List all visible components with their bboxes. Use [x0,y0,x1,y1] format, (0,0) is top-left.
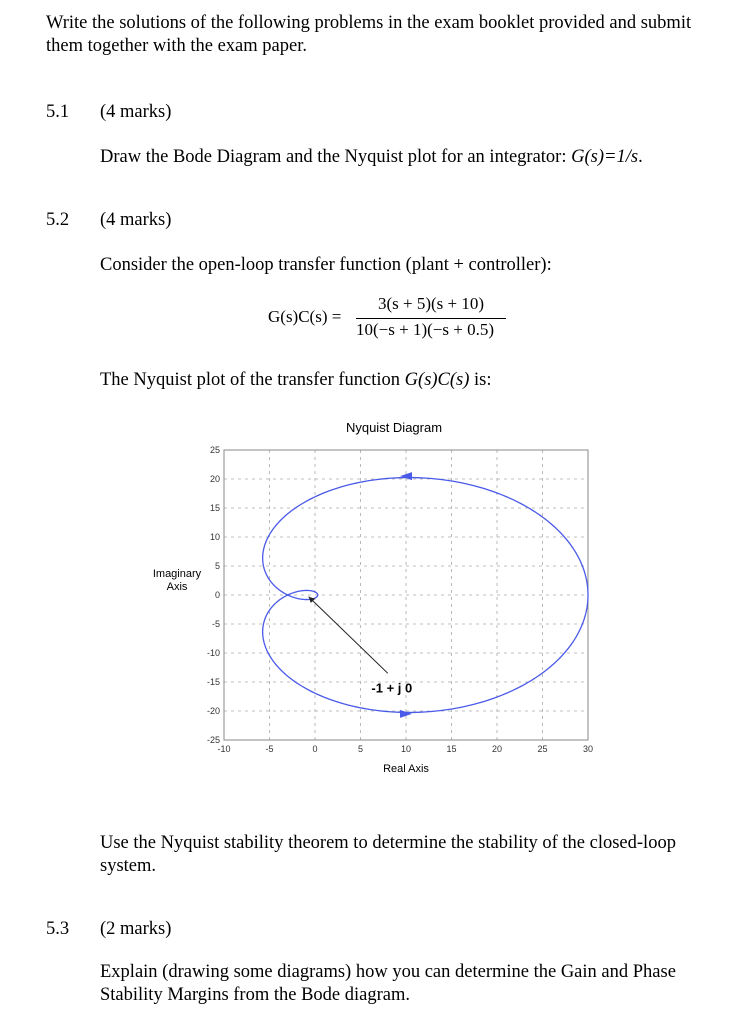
question-text-5-3: Explain (drawing some diagrams) how you can determine the Gain and Phase Stability Margins from the Bode diagram. [100,962,676,1005]
formula-denominator: 10(−s + 1)(−s + 0.5) [356,320,494,339]
y-axis-label-line-1: Imaginary [152,568,202,580]
x-tick-label: -10 [217,744,231,754]
y-tick-label: 25 [209,445,220,455]
y-tick-label: -10 [206,648,220,658]
q1-formula: G(s)=1/s [571,147,639,167]
y-tick-label: -20 [206,706,220,716]
plot-intro-suffix: is: [469,370,492,390]
fraction-bar [356,318,506,319]
y-tick-label: 20 [209,474,220,484]
plot-intro-prefix: The Nyquist plot of the transfer function [100,370,405,390]
x-tick-label: 15 [446,744,457,754]
x-tick-label: 5 [357,744,364,754]
y-tick-label: 5 [214,561,220,571]
plot-intro [100,369,492,392]
q1-text-prefix: Draw the Bode Diagram and the Nyquist plot for an integrator: [100,147,572,167]
y-axis-label-line-2: Axis [166,581,188,593]
question-text-5-2: Consider the open-loop transfer function (plant + controller): [100,255,552,275]
instructions: Write the solutions of the following problems in the exam booklet provided and submit them together with the exam paper. [46,13,692,56]
question-marks-5-1: (4 marks) [100,102,172,122]
x-axis-label: Real Axis [383,763,429,775]
x-tick-label: 20 [491,744,503,754]
question-marks-5-2: (4 marks) [100,210,172,230]
formula-lhs: G(s)C(s) = [268,307,342,326]
x-tick-label: 30 [582,744,594,754]
plot-intro-formula: G(s)C(s) [404,370,470,390]
question-number-5-1: 5.1 [46,102,70,122]
x-tick-label: 0 [312,744,318,754]
y-tick-label: -15 [206,677,220,687]
question-marks-5-3: (2 marks) [100,919,172,939]
chart-title: Nyquist Diagram [345,420,443,435]
annotation-arrow [309,597,388,674]
y-tick-label: -25 [206,735,220,745]
q1-text-suffix: . [638,147,643,167]
axis-ticks [207,445,593,754]
question-5-2-prompt: Use the Nyquist stability theorem to determine the stability of the closed-loop system. [100,833,676,876]
question-text-5-1 [100,146,643,169]
y-tick-label: 15 [209,503,220,513]
y-tick-label: 10 [209,532,220,542]
question-number-5-2: 5.2 [46,210,70,230]
x-tick-label: 10 [400,744,412,754]
question-number-5-3: 5.3 [46,919,70,939]
y-tick-label: 0 [214,590,220,600]
x-tick-label: -5 [265,744,274,754]
x-tick-label: 25 [537,744,548,754]
annotation-label: -1 + j 0 [371,680,413,696]
formula-numerator: 3(s + 5)(s + 10) [378,294,485,313]
grid [224,450,588,740]
y-tick-label: -5 [211,619,220,629]
nyquist-chart [140,410,610,780]
